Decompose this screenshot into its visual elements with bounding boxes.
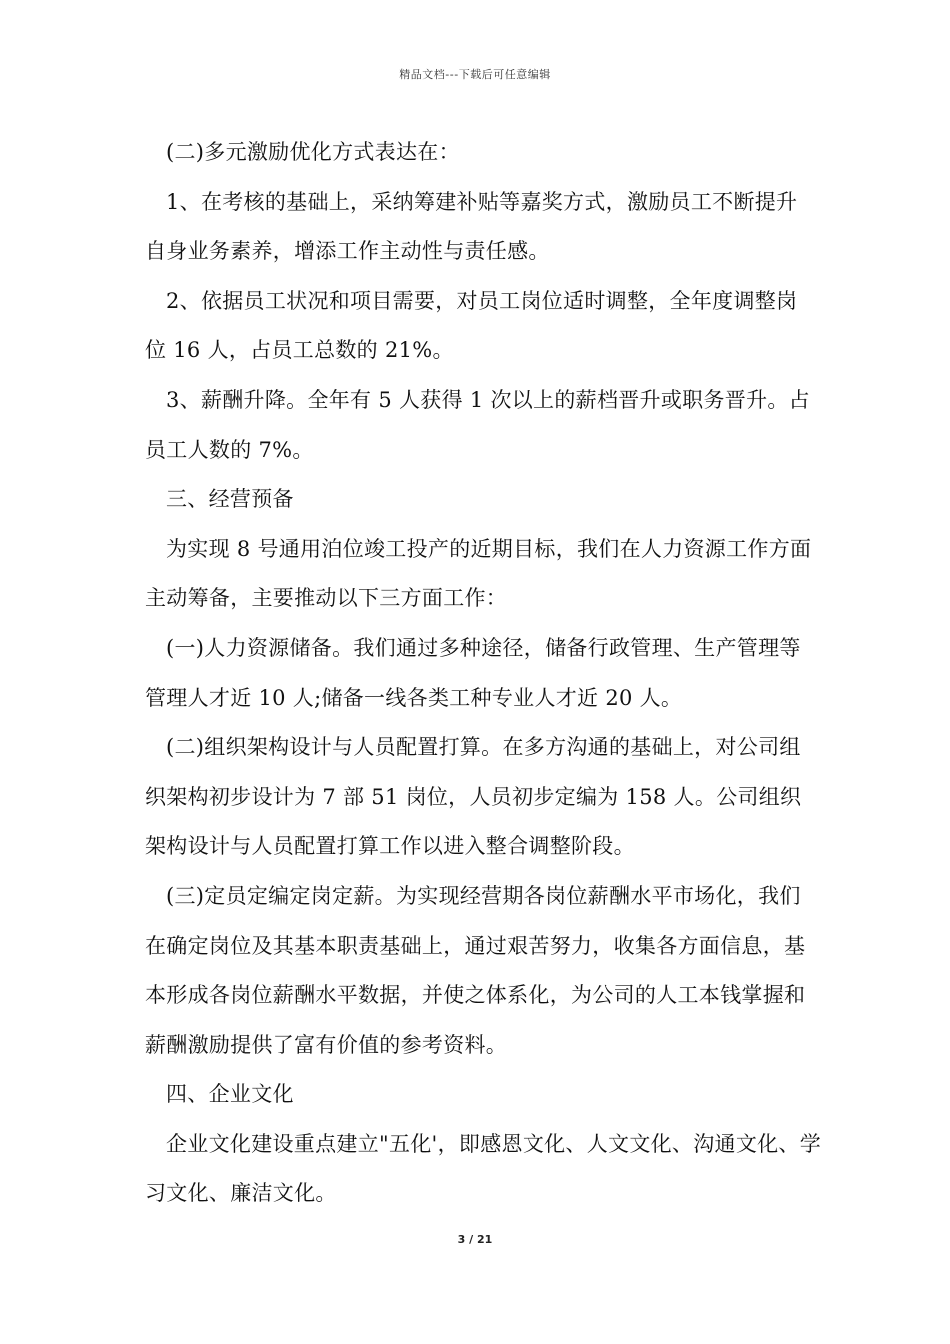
paragraph-berth-target: 为实现 8 号通用泊位竣工投产的近期目标，我们在人力资源工作方面主动筹备，主要推动以下三方面工作： xyxy=(145,536,812,611)
paragraph-staffing-salary: (三)定员定编定岗定薪。为实现经营期各岗位薪酬水平市场化，我们在确定岗位及其基本职责基础上，通过艰苦努力，收集各方面信息，基本形成各岗位薪酬水平数据，并使之体系化，为公司的人工本钱掌握和薪酬激励提供了富有价值的参考资料。 xyxy=(145,883,806,1057)
paragraph-item-3: 3、薪酬升降。全年有 5 人获得 1 次以上的薪档晋升或职务晋升。占员工人数的 7%。 xyxy=(145,387,810,462)
paragraph-item-1: 1、在考核的基础上，采纳筹建补贴等嘉奖方式，激励员工不断提升自身业务素养，增添工作主动性与责任感。 xyxy=(145,189,798,264)
page-header: 精品文档---下载后可任意编辑 xyxy=(399,68,551,81)
paragraph-culture-building: 企业文化建设重点建立"五化'，即感恩文化、人文文化、沟通文化、学习文化、廉洁文化。 xyxy=(145,1131,822,1206)
document-body xyxy=(145,128,822,1219)
paragraph-item-2: 2、依据员工状况和项目需要，对员工岗位适时调整，全年度调整岗位 16 人，占员工总数的 21%。 xyxy=(145,288,798,363)
section-heading-operations-prep: 三、经营预备 xyxy=(166,487,294,512)
section-heading-corporate-culture: 四、企业文化 xyxy=(166,1082,294,1107)
paragraph-hr-reserve: (一)人力资源储备。我们通过多种途径，储备行政管理、生产管理等管理人才近 10 人;储备一线各类工种专业人才近 20 人。 xyxy=(145,635,801,710)
paragraph-multi-incentive-heading: (二)多元激励优化方式表达在： xyxy=(166,140,460,164)
paragraph-org-structure: (二)组织架构设计与人员配置打算。在多方沟通的基础上，对公司组织架构初步设计为 7 部 51 岗位，人员初步定编为 158 人。公司组织架构设计与人员配置打算工作以进入整合调整阶段。 xyxy=(145,735,802,859)
page-number: 3 / 21 xyxy=(457,1233,493,1246)
